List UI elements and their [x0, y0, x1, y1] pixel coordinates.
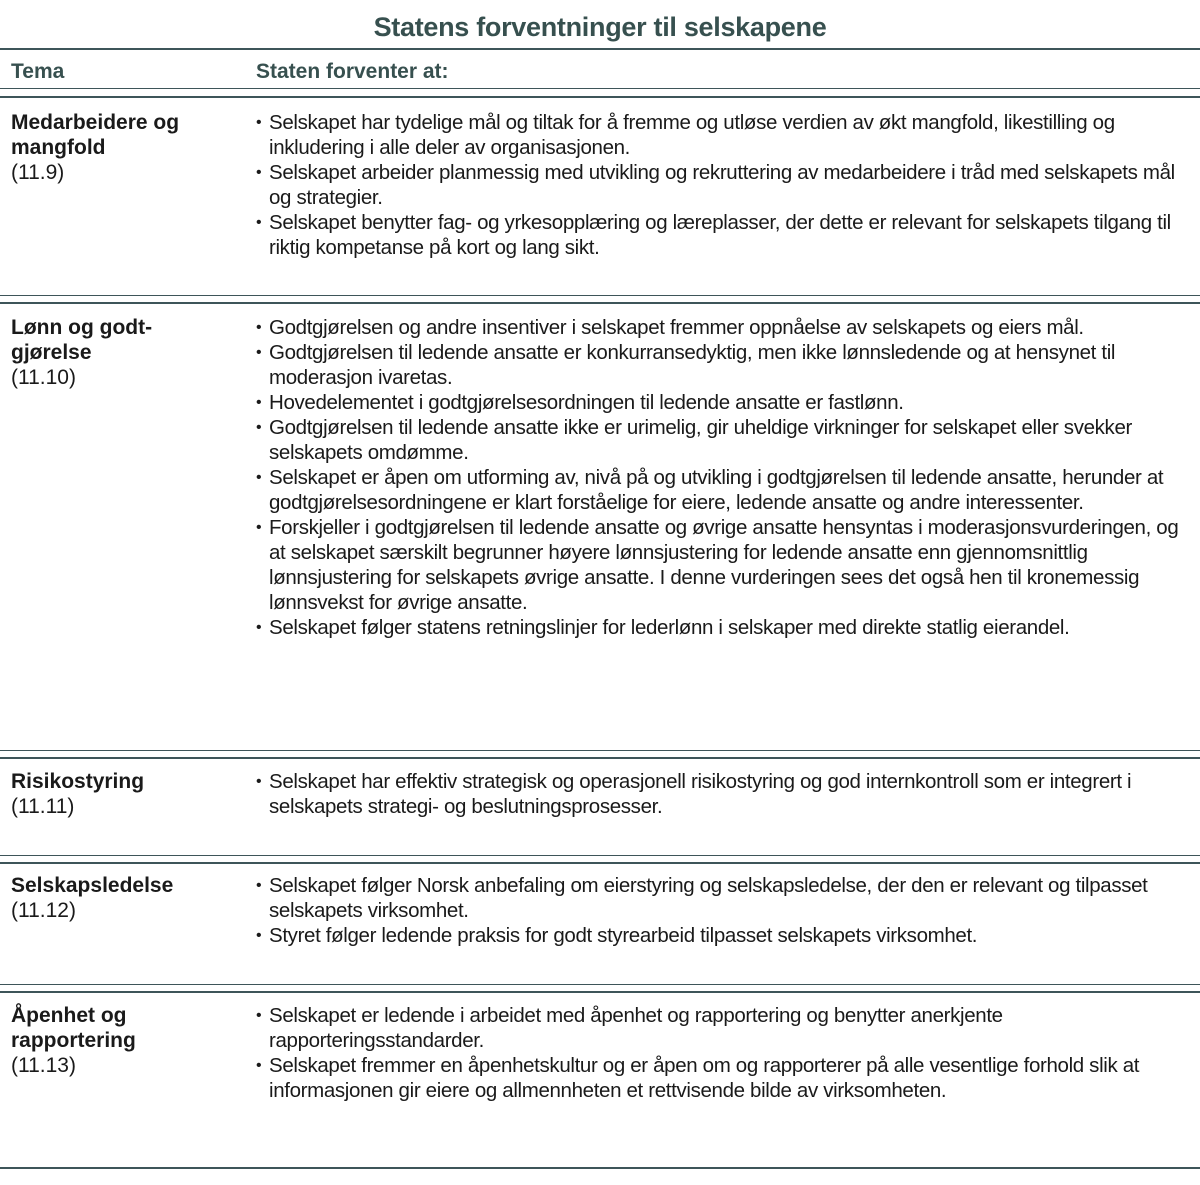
header-rule-thin	[0, 88, 1200, 89]
list-item: • Selskapet benytter fag- og yrkesopplæring og læreplasser, der dette er relevant for selskapets tilgang til riktig kompetanse på kort og lang sikt.	[256, 210, 1186, 260]
section-rule-thin	[0, 750, 1200, 751]
expectation-list	[256, 110, 1186, 260]
expectation-list	[256, 769, 1186, 819]
expectation-list	[256, 873, 1186, 948]
section-rule	[0, 862, 1200, 864]
list-item: • Selskapet har tydelige mål og tiltak for å fremme og utløse verdien av økt mangfold, likestilling og inkludering i alle deler av organisasjonen.	[256, 110, 1186, 160]
list-item: • Styret følger ledende praksis for godt styrearbeid tilpasset selskapets virksomhet.	[256, 923, 1186, 948]
list-item: • Selskapet følger statens retningslinjer for lederlønn i selskaper med direkte statlig eierandel.	[256, 615, 1186, 640]
tema-name: Åpenhet og rapportering	[11, 1004, 136, 1052]
section-rule-thin	[0, 855, 1200, 856]
column-header-expectations: Staten forventer at:	[256, 60, 449, 83]
page-title: Statens forventninger til selskapene	[373, 12, 827, 42]
row-tema	[11, 769, 241, 819]
section-rule	[0, 991, 1200, 993]
list-item: • Selskapet fremmer en åpenhetskultur og er åpen om og rapporterer på alle vesentlige forhold slik at informasjonen gir eiere og allmennheten et rettvisende bilde av virksomheten.	[256, 1053, 1186, 1103]
list-item: • Selskapet er åpen om utforming av, nivå på og utvikling i godtgjørelsen til ledende ansatte, herunder at godtgjørelsesordningene er klart forståelige for eiere, ledende ansatte og andre interessenter.	[256, 465, 1186, 515]
row-tema	[11, 873, 241, 923]
tema-name: Risikostyring	[11, 770, 145, 793]
list-item: • Selskapet er ledende i arbeidet med åpenhet og rapportering og benytter anerkjente rapporteringsstandarder.	[256, 1003, 1186, 1053]
header-rule	[0, 96, 1200, 98]
tema-name: Lønn og godt- gjørelse	[11, 316, 153, 364]
section-rule-thin	[0, 295, 1200, 296]
list-item: • Forskjeller i godtgjørelsen til ledende ansatte og øvrige ansatte hensyntas i moderasjonsvurderingen, og at selskapet særskilt begrunner høyere lønnsjustering for ledende ansatte enn gjennomsnittlig lønnsjustering for selskapets øvrige ansatte. I denne vurderingen sees det også hen til kronemessig lønnsvekst for øvrige ansatte.	[256, 515, 1186, 615]
section-rule	[0, 757, 1200, 759]
row-tema	[11, 1003, 241, 1078]
row-tema	[11, 315, 241, 390]
table-bottom-rule	[0, 1167, 1200, 1169]
list-item: • Hovedelementet i godtgjørelsesordningen til ledende ansatte er fastlønn.	[256, 390, 1186, 415]
section-rule-thin	[0, 984, 1200, 985]
list-item: • Selskapet arbeider planmessig med utvikling og rekruttering av medarbeidere i tråd med selskapets mål og strategier.	[256, 160, 1186, 210]
tema-ref: (11.12)	[11, 899, 76, 922]
list-item: • Selskapet følger Norsk anbefaling om eierstyring og selskapsledelse, der den er relevant og tilpasset selskapets virksomhet.	[256, 873, 1186, 923]
expectation-list	[256, 315, 1186, 640]
section-rule	[0, 302, 1200, 304]
tema-ref: (11.9)	[11, 161, 65, 184]
list-item: • Godtgjørelsen til ledende ansatte er konkurransedyktig, men ikke lønnsledende og at hensynet til moderasjon ivaretas.	[256, 340, 1186, 390]
list-item: • Selskapet har effektiv strategisk og operasjonell risikostyring og god internkontroll som er integrert i selskapets strategi- og beslutningsprosesser.	[256, 769, 1186, 819]
expectation-list	[256, 1003, 1186, 1103]
tema-ref: (11.13)	[11, 1054, 76, 1077]
tema-ref: (11.10)	[11, 366, 76, 389]
tema-name: Selskapsledelse	[11, 874, 174, 897]
column-header-tema: Tema	[11, 60, 65, 83]
list-item: • Godtgjørelsen og andre insentiver i selskapet fremmer oppnåelse av selskapets og eiers mål.	[256, 315, 1186, 340]
tema-name: Medarbeidere og mangfold	[11, 111, 180, 159]
header-top-rule	[0, 48, 1200, 50]
list-item: • Godtgjørelsen til ledende ansatte ikke er urimelig, gir uheldige virkninger for selskapet eller svekker selskapets omdømme.	[256, 415, 1186, 465]
tema-ref: (11.11)	[11, 795, 75, 818]
row-tema	[11, 110, 241, 185]
